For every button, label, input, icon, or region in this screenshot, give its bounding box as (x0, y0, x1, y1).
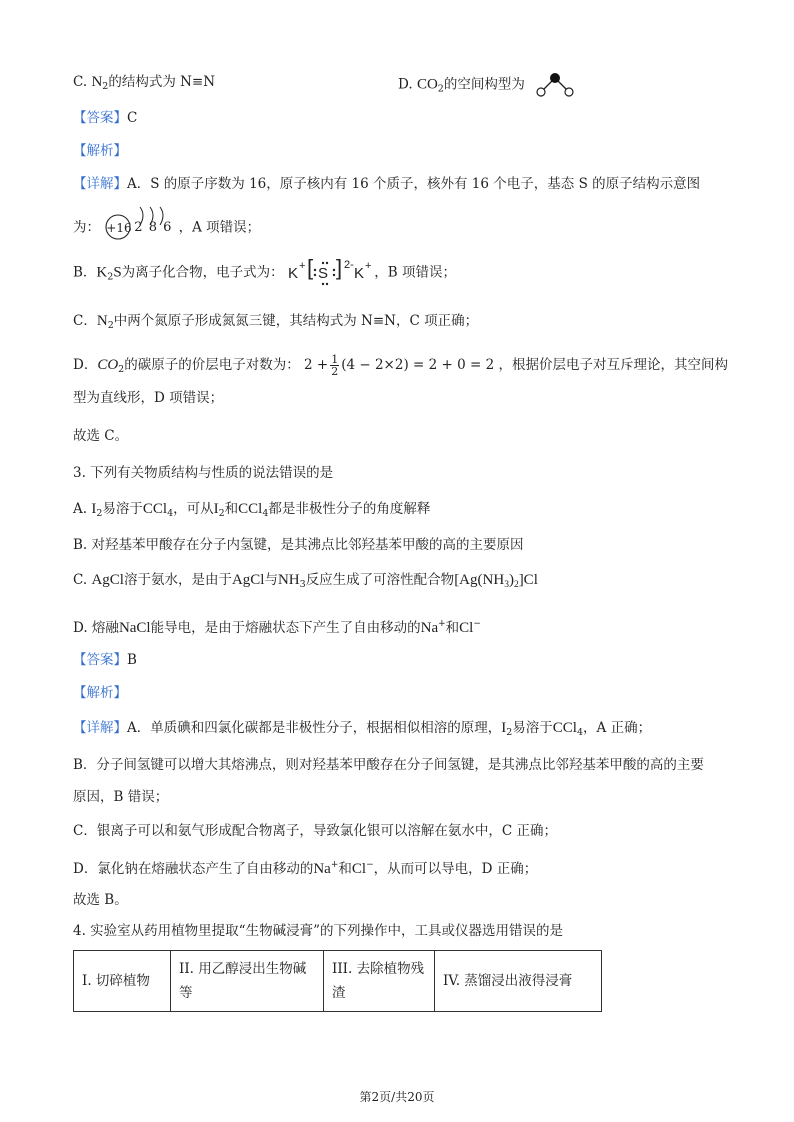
q3-option-c: C. AgCl溶于氨水，是由于AgCl与$NH_3$反应生成了可溶性配合物$[Ag(NH_3)_2]Cl$ (73, 572, 538, 590)
table-cell-3: III. 去除植物残渣 (324, 951, 435, 1012)
q3-option-b: B. 对羟基苯甲酸存在分子内氢键，是其沸点比邻羟基苯甲酸的高的主要原因 (73, 537, 524, 553)
complex-formula: $[Ag(NH_3)_2]Cl$ (454, 572, 538, 590)
q3-analysis-tag: 【解析】 (73, 685, 127, 701)
table-row (74, 951, 602, 1012)
q3-option-a: A. $I_2$易溶于CCl$_4$，可从$I_2$和CCl$_4$都是非极性分子的角度解释 (73, 501, 431, 519)
q3-answer: 【答案】B (73, 652, 137, 668)
q3-option-d: D. 熔融NaCl能导电，是由于熔融状态下产生了自由移动的Na+和Cl− (73, 619, 481, 636)
q2-detail-c: C．$N_2$中两个氮原子形成氮氮三键，其结构式为 N≡N，C 项正确； (73, 313, 479, 331)
q3-detail-b2: 原因，B 错误； (73, 789, 169, 805)
q4-operations-table (73, 950, 602, 1012)
bent-molecule-model-icon (533, 72, 577, 98)
q2-option-c: C. $N_2$的结构式为 N≡N (73, 74, 216, 92)
sulfur-dot-symbol: S (317, 265, 328, 282)
q2-detail-d: D．$CO_2$的碳原子的价层电子对数为： 2 + $\frac{1}{2}$ (4 − 2×2) = 2 + 0 = 2 ，根据价层电子对互斥理论，其空间构 (73, 353, 728, 378)
q3-stem: 3. 下列有关物质结构与性质的说法错误的是 (73, 465, 334, 481)
page-footer: 第2页/共20页 (359, 1090, 435, 1104)
q3-detail-d: D．氯化钠在熔融状态产生了自由移动的Na+和Cl−，从而可以导电，D 正确； (73, 860, 538, 877)
table-cell-2: II. 用乙醇浸出生物碱等 (171, 951, 324, 1012)
q3-detail-b1: B．分子间氢键可以增大其熔沸点，则对羟基苯甲酸存在分子间氢键，是其沸点比邻羟基苯甲酸的高的主要 (73, 757, 704, 773)
table-cell-1: I. 切碎植物 (74, 951, 171, 1012)
q2-detail-d2: 型为直线形，D 项错误； (73, 390, 224, 406)
q4-stem: 4. 实验室从药用植物里提取“生物碱浸膏”的下列操作中，工具或仪器选用错误的是 (73, 923, 563, 939)
table-cell-4: IV. 蒸馏浸出液得浸膏 (435, 951, 602, 1012)
atom-nucleus-label: +16 (106, 221, 132, 235)
valence-pair-calculation: 2 + $\frac{1}{2}$ (4 − 2×2) = 2 + 0 = 2 (304, 353, 495, 378)
sulfur-atom-structure-diagram (104, 215, 174, 241)
q2-conclusion: 故选 C。 (73, 428, 129, 444)
k2s-electron-formula: K + [ S ] 2- K + (288, 262, 370, 284)
q2-answer: 【答案】C (73, 110, 138, 126)
atom-shell-counts: 2 8 6 (134, 220, 173, 235)
q2-analysis-tag: 【解析】 (73, 143, 127, 159)
electron-dots-icon (312, 260, 338, 286)
q3-conclusion: 故选 B。 (73, 892, 128, 908)
q3-detail-c: C．银离子可以和氨气形成配合物离子，导致氯化银可以溶解在氨水中，C 正确； (73, 823, 557, 839)
q2-detail-b: B．$K_2S$为离子化合物，电子式为： K + [ S ] 2- K + ，B 项错误； (73, 262, 456, 288)
q2-detail-a2: 为： +16 2 8 6 ，A 项错误； (73, 215, 260, 241)
q2-option-d: D. $CO_2$的空间构型为 (398, 72, 577, 100)
q2-detail-a1: 【详解】A．S 的原子序数为 16，原子核内有 16 个质子，核外有 16 个电子，基态 S 的原子结构示意图 (73, 176, 701, 192)
q3-detail-a: 【详解】A．单质碘和四氯化碳都是非极性分子，根据相似相溶的原理，$I_2$易溶于CCl$_4$，A 正确； (73, 720, 652, 738)
